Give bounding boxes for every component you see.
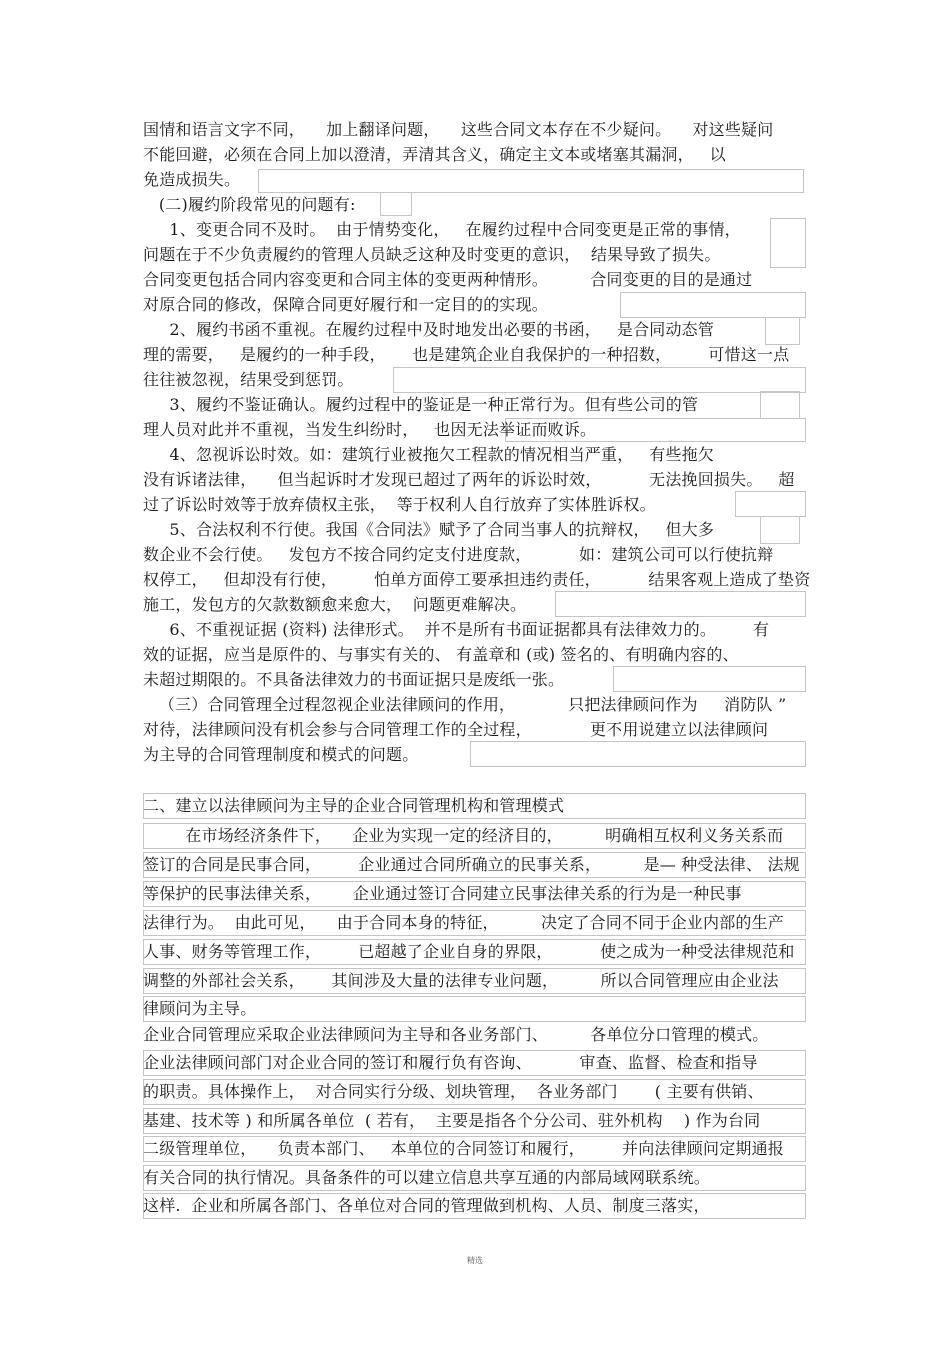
text-line: 二级管理单位， 负责本部门、 本单位的合同签订和履行， 并向法律顾问定期通报 [143,1139,785,1158]
text-line: 权停工， 但却没有行使， 怕单方面停工要承担违约责任， 结果客观上造成了垫资 [143,570,811,589]
text-line: (二)履约阶段常见的问题有: [143,195,356,214]
text-line: 为主导的合同管理制度和模式的问题。 [143,745,419,764]
text-line: 问题在于不少负责履约的管理人员缺乏这种及时变更的意识， 结果导致了损失。 [143,245,721,264]
text-line: 基建、技术等 ) 和所属各单位 ( 若有， 主要是指各个分公司、驻外机构 ) 作为台同 [143,1111,761,1130]
text-line: 5、合法权利不行使。我国《合同法》赋予了合同当事人的抗辩权， 但大多 [143,520,715,539]
text-line: 未超过期限的。不具备法律效力的书面证据只是废纸一张。 [143,670,565,689]
text-line: 调整的外部社会关系， 其间涉及大量的法律专业问题， 所以合同管理应由企业法 [143,971,779,990]
text-line: 3、履约不鉴证确认。履约过程中的鉴证是一种正常行为。但有些公司的管 [143,395,699,414]
text-line: 效的证据，应当是原件的、与事实有关的、 有盖章和 (或) 签名的、有明确内容的、 [143,645,739,664]
text-line: 理人员对此并不重视，当发生纠纷时， 也因无法举证而败诉。 [143,420,597,439]
text-line: 往往被忽视，结果受到惩罚。 [143,370,354,389]
text-line: 签订的合同是民事合同， 企业通过合同所确立的民事关系， 是— 种受法律、 法规 [143,855,800,874]
text-line: 企业合同管理应采取企业法律顾问为主导和各业务部门、 各单位分口管理的模式。 [143,1025,769,1044]
text-line: 6、不重视证据 (资料) 法律形式。 并不是所有书面证据都具有法律效力的。 有 [143,620,770,639]
text-line: 在市场经济条件下， 企业为实现一定的经济目的， 明确相互权利义务关系而 [143,826,784,845]
text-line: 2、履约书函不重视。在履约过程中及时地发出必要的书函， 是合同动态管 [143,320,715,339]
text-line: 合同变更包括合同内容变更和合同主体的变更两种情形。 合同变更的目的是通过 [143,270,753,289]
text-line: 过了诉讼时效等于放弃债权主张， 等于权利人自行放弃了实体胜诉权。 [143,495,656,514]
text-line: 企业法律顾问部门对企业合同的签订和履行负有咨询、 审查、监督、检查和指导 [143,1053,758,1072]
page-footer: 精选 [467,1256,483,1265]
text-line: 国情和语言文字不同， 加上翻译问题， 这些合同文本存在不少疑问。 对这些疑问 [143,120,774,139]
text-line: 的职责。具体操作上， 对合同实行分级、划块管理， 各业务部门 ( 主要有供销、 [143,1082,764,1101]
text-line: 理的需要， 是履约的一种手段， 也是建筑企业自我保护的一种招数， 可惜这一点 [143,345,790,364]
text-line: 律顾问为主导。 [143,999,257,1018]
text-line: 4、忽视诉讼时效。如：建筑行业被拖欠工程款的情况相当严重， 有些拖欠 [143,445,715,464]
section-heading: 二、建立以法律顾问为主导的企业合同管理机构和管理模式 [143,796,565,815]
text-line: 数企业不会行使。 发包方不按合同约定支付进度款， 如：建筑公司可以行使抗辩 [143,545,774,564]
text-line: 人事、财务等管理工作， 已超越了企业自身的界限， 使之成为一种受法律规范和 [143,942,795,961]
text-line: 有关合同的执行情况。具备条件的可以建立信息共享互通的内部局域网联系统。 [143,1168,711,1187]
text-line: 没有诉诸法律， 但当起诉时才发现已超过了两年的诉讼时效， 无法挽回损失。 超 [143,470,795,489]
text-line: （三）合同管理全过程忽视企业法律顾问的作用， 只把法律顾问作为 消防队 ” [143,695,787,714]
text-line: 免造成损失。 [143,170,241,189]
text-line: 不能回避，必须在合同上加以澄清，弄清其含义，确定主文本或堵塞其漏洞， 以 [143,145,726,164]
text-line: 1、变更合同不及时。 由于情势变化， 在履约过程中合同变更是正常的事情， [143,220,741,239]
text-line: 法律行为。 由此可见， 由于合同本身的特征， 决定了合同不同于企业内部的生产 [143,913,785,932]
text-line: 对待，法律顾问没有机会参与合同管理工作的全过程， 更不用说建立以法律顾问 [143,720,769,739]
text-line: 这样. 企业和所属各部门、各单位对合同的管理做到机构、人员、制度三落实， [143,1196,710,1215]
text-line: 施工，发包方的欠款数额愈来愈大， 问题更难解决。 [143,595,527,614]
text-line: 对原合同的修改，保障合同更好履行和一定目的的实现。 [143,295,549,314]
text-line: 等保护的民事法律关系， 企业通过签订合同建立民事法律关系的行为是一种民事 [143,884,742,903]
